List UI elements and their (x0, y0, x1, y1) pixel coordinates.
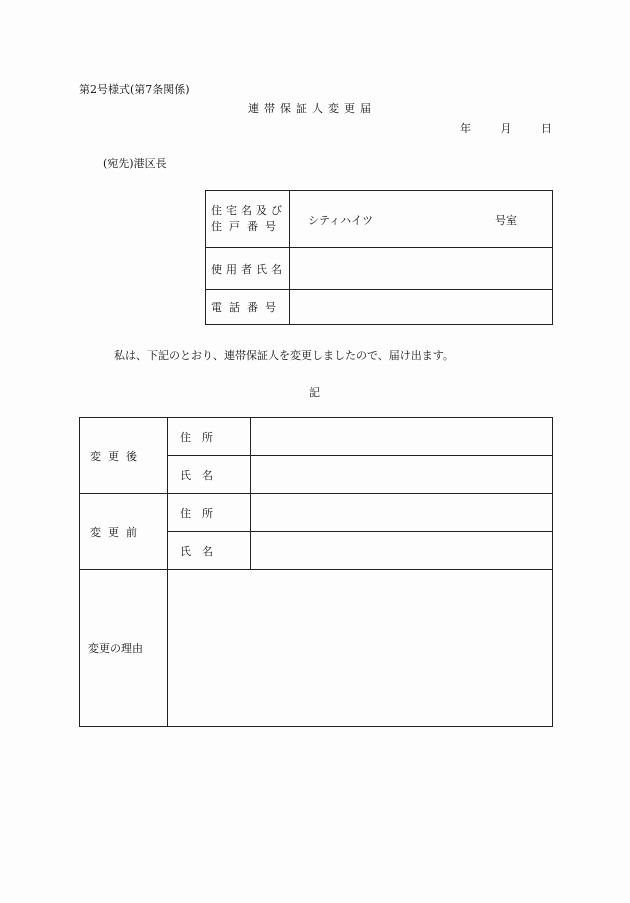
before-label: 変更前 (80, 494, 168, 570)
addressee: (宛先)港区長 (103, 157, 167, 170)
after-address-label: 住 所 (168, 418, 251, 456)
reason-label: 変更の理由 (80, 570, 168, 727)
after-address-field[interactable] (251, 418, 553, 456)
address-label-cell (206, 191, 290, 248)
after-label: 変更後 (80, 418, 168, 494)
change-table (79, 417, 553, 727)
address-label-line2: 住戸番号 (211, 220, 283, 233)
phone-field[interactable] (290, 290, 553, 325)
month-label: 月 (500, 122, 512, 135)
day-label: 日 (541, 122, 552, 135)
before-name-field[interactable] (251, 532, 553, 570)
user-name-label: 使用者氏名 (206, 248, 290, 290)
reason-field[interactable] (168, 570, 553, 727)
after-name-label: 氏 名 (168, 456, 251, 494)
ki-heading: 記 (309, 386, 320, 399)
date-line (460, 120, 552, 136)
page-title: 連帯保証人変更届 (248, 102, 376, 115)
info-table (205, 190, 553, 325)
body-text: 私は、下記のとおり、連帯保証人を変更しましたので、届け出ます。 (114, 349, 454, 362)
before-name-label: 氏 名 (168, 532, 251, 570)
year-label: 年 (460, 122, 471, 135)
address-value-cell[interactable] (290, 191, 553, 248)
room-suffix: 号室 (495, 214, 517, 227)
form-number: 第2号様式(第7条関係) (79, 83, 190, 96)
before-address-field[interactable] (251, 494, 553, 532)
user-name-field[interactable] (290, 248, 553, 290)
before-address-label: 住 所 (168, 494, 251, 532)
phone-label: 電話番号 (206, 290, 290, 325)
building-name: シティハイツ (308, 214, 374, 227)
after-name-field[interactable] (251, 456, 553, 494)
address-label-line1: 住宅名及び (211, 204, 286, 217)
